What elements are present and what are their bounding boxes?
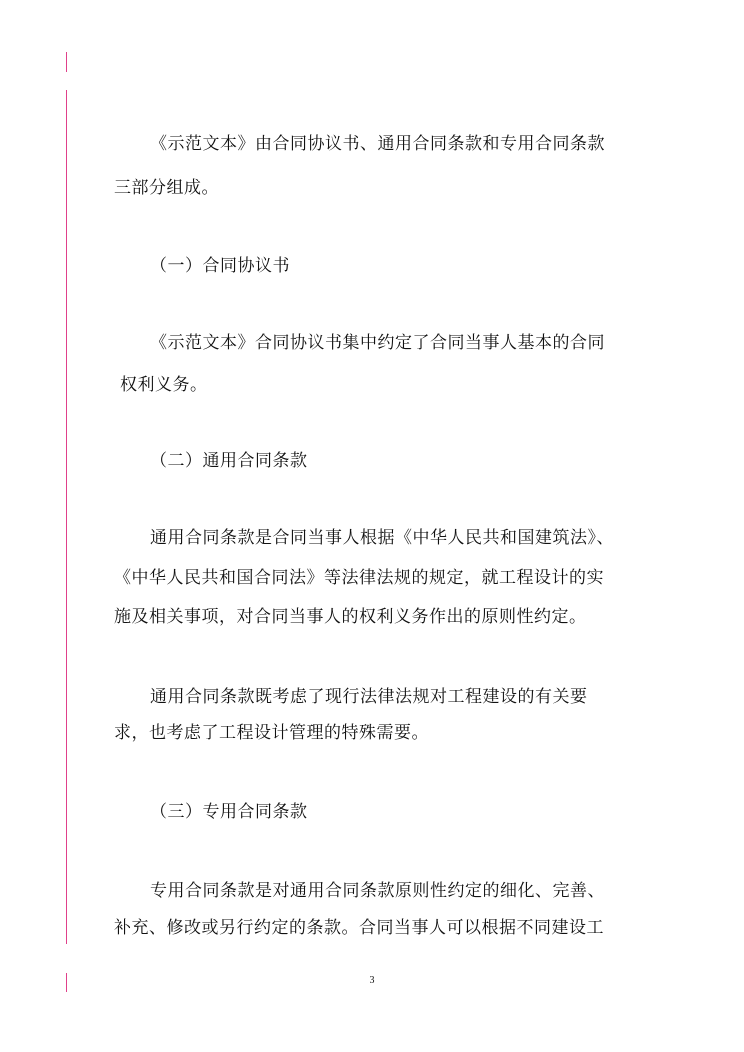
- paragraph-4-line-2: 求，也考虑了工程设计管理的特殊需要。: [114, 723, 429, 743]
- page-number: 3: [369, 975, 375, 986]
- margin-line: [66, 90, 67, 944]
- section-heading-1: （一）合同协议书: [150, 256, 290, 276]
- section-heading-2: （二）通用合同条款: [150, 451, 308, 471]
- paragraph-2-line-1: 《示范文本》合同协议书集中约定了合同当事人基本的合同: [150, 333, 605, 353]
- paragraph-1-line-2: 三部分组成。: [114, 178, 219, 198]
- section-heading-3: （三）专用合同条款: [150, 802, 308, 822]
- paragraph-1-line-1: 《示范文本》由合同协议书、通用合同条款和专用合同条款: [150, 134, 605, 154]
- margin-line-top: [66, 52, 67, 72]
- paragraph-5-line-2: 补充、修改或另行约定的条款。合同当事人可以根据不同建设工: [114, 918, 604, 938]
- paragraph-4-line-1: 通用合同条款既考虑了现行法律法规对工程建设的有关要: [150, 687, 588, 707]
- paragraph-2-line-2: 权利义务。: [120, 375, 208, 395]
- paragraph-3-line-2: 《中华人民共和国合同法》等法律法规的规定，就工程设计的实: [114, 568, 604, 588]
- paragraph-5-line-1: 专用合同条款是对通用合同条款原则性约定的细化、完善、: [150, 881, 605, 901]
- paragraph-3-line-3: 施及相关事项，对合同当事人的权利义务作出的原则性约定。: [114, 607, 587, 627]
- paragraph-3-line-1: 通用合同条款是合同当事人根据《中华人民共和国建筑法》、: [150, 528, 614, 548]
